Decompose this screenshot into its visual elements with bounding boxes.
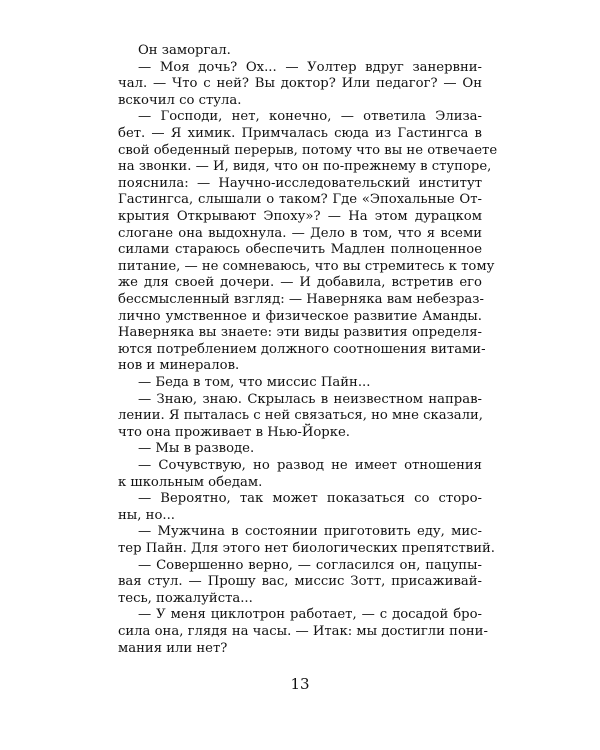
text-line: вскочил со стула. xyxy=(118,92,242,108)
text-line: к школьным обедам. xyxy=(118,474,263,490)
text-line: тесь, пожалуйста... xyxy=(118,590,253,606)
text-line: нов и минералов. xyxy=(118,358,240,374)
text-line: сила она, глядя на часы. — Итак: мы достигли пони- xyxy=(118,624,488,639)
text-line: тер Пайн. Для этого нет биологических препятствий. xyxy=(118,541,495,556)
text-line: лении. Я пыталась с ней связаться, но мне сказали, xyxy=(118,408,483,424)
text-line: бессмысленный взгляд: — Наверняка вам небезраз- xyxy=(118,292,484,307)
text-line: силами стараюсь обеспечить Мадлен полноценное xyxy=(118,242,482,258)
text-line: свой обеденный перерыв, потому что вы не отвечаете xyxy=(118,142,498,158)
text-line: мания или нет? xyxy=(118,640,228,656)
text-line: крытия Открывают Эпоху»? — На этом дурацком xyxy=(118,209,482,224)
text-line: — У меня циклотрон работает, — с досадой бро- xyxy=(138,607,482,623)
text-line: Гастингса, слышали о таком? Где «Эпохальные От- xyxy=(118,192,482,208)
text-line: бет. — Я химик. Примчалась сюда из Гастингса в xyxy=(118,126,482,141)
text-line: — Господи, нет, конечно, — ответила Элиза- xyxy=(138,109,482,125)
text-line: — Совершенно верно, — согласился он, пацупы- xyxy=(138,557,482,573)
text-line: питание, — не сомневаюсь, что вы стремитесь к тому xyxy=(118,258,495,274)
text-line: — Сочувствую, но развод не имеет отношения xyxy=(138,458,482,473)
text-line: — Моя дочь? Ох... — Уолтер вдруг занервни- xyxy=(138,59,482,75)
text-line: — Мы в разводе. xyxy=(138,441,255,457)
text-line: вая стул. — Прошу вас, миссис Зотт, присаживай- xyxy=(118,574,482,590)
text-line: слогане она выдохнула. — Дело в том, что я всеми xyxy=(118,225,482,241)
text-line: Наверняка вы знаете: эти виды развития определя- xyxy=(118,325,482,341)
text-line: ются потреблением должного соотношения витами- xyxy=(118,341,486,357)
page-number: 13 xyxy=(290,675,310,693)
text-line: — Мужчина в состоянии приготовить еду, мис- xyxy=(138,524,482,540)
text-line: — Знаю, знаю. Скрылась в неизвестном направ- xyxy=(138,391,482,407)
text-line: ны, но... xyxy=(118,507,175,523)
text-line: же для своей дочери. — И добавила, встретив его xyxy=(118,275,482,291)
text-line: что она проживает в Нью-Йорке. xyxy=(118,424,350,440)
text-line: — Вероятно, так может показаться со сторо- xyxy=(138,491,482,507)
text-line: Он заморгал. xyxy=(138,43,231,58)
text-line: чал. — Что с ней? Вы доктор? Или педагог? — Он xyxy=(118,76,482,92)
text-line: лично умственное и физическое развитие Аманды. xyxy=(118,308,482,324)
text-line: — Беда в том, что миссис Пайн... xyxy=(138,375,371,390)
text-line: на звонки. — И, видя, что он по-прежнему в ступоре, xyxy=(118,159,492,175)
text-line: пояснила: — Научно-исследовательский институт xyxy=(118,175,482,191)
